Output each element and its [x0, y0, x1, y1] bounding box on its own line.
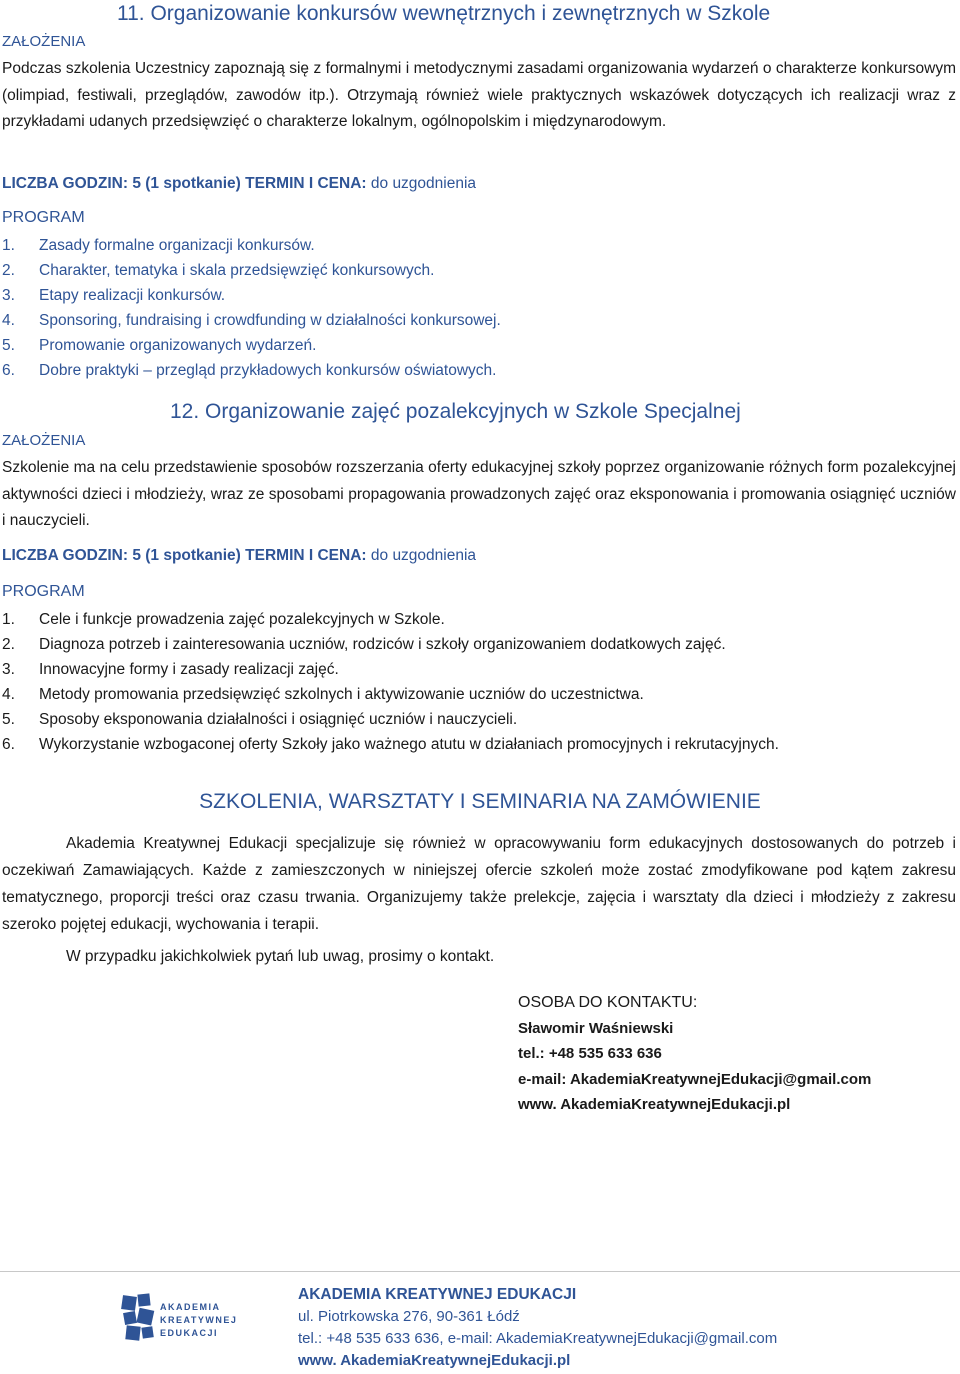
program-item: 5. Sposoby eksponowania działalności i osiągnięć uczniów i nauczycieli. [2, 711, 518, 728]
section-12-title: 12. Organizowanie zajęć pozalekcyjnych w Szkole Specjalnej [170, 400, 741, 423]
program-item: 1. Zasady formalne organizacji konkursów. [2, 237, 315, 254]
orders-paragraph: Akademia Kreatywnej Edukacji specjalizuje się również w opracowywaniu form edukacyjnych dostosowanych do potrzeb i oczekiwań Zamawiających. Każde z zamieszczonych w niniejszej ofercie szkoleń może zostać zmodyfikowane pod kątem zakresu tematycznego, proporcji treści oraz czasu trwania. Organizujemy także prelekcje, zajęcia i warsztaty dla dzieci i młodzieży z zakresu szeroko pojętej edukacji, wychowania i terapii. [2, 835, 956, 933]
program-item: 3. Etapy realizacji konkursów. [2, 287, 226, 304]
term-label: TERMIN I CENA: [245, 175, 367, 192]
section-11-program-label: PROGRAM [2, 209, 85, 226]
term-value: do uzgodnienia [370, 547, 477, 564]
footer-info [298, 1284, 777, 1372]
hours-value: 5 (1 spotkanie) [132, 175, 241, 192]
section-11-program-list [2, 233, 501, 383]
program-item: 2. Diagnoza potrzeb i zainteresowania uczniów, rodziców i szkoły organizowaniem dodatkowych zajęć. [2, 636, 726, 653]
program-item: 2. Charakter, tematyka i skala przedsięwzięć konkursowych. [2, 262, 435, 279]
footer-org: AKADEMIA KREATYWNEJ EDUKACJI [298, 1286, 577, 1303]
section-11-description: Podczas szkolenia Uczestnicy zapoznają się z formalnymi i metodycznymi zasadami organizowania wydarzeń o charakterze konkursowym (olimpiad, festiwali, przeglądów, zawodów itp.). Otrzymają również wiele praktycznych wskazówek dotyczących ich realizacji wraz z przykładami udanych przedsięwzięć o charakterze lokalnym, ogólnopolskim i międzynarodowym. [2, 60, 956, 130]
contact-name: Sławomir Waśniewski [518, 1019, 674, 1037]
contact-block [518, 990, 871, 1118]
contact-email[interactable]: e-mail: AkademiaKreatywnejEdukacji@gmail.com [518, 1070, 872, 1088]
program-item: 4. Metody promowania przedsięwzięć szkolnych i aktywizowanie uczniów do uczestnictwa. [2, 686, 644, 703]
section-11-title: 11. Organizowanie konkursów wewnętrznych i zewnętrznych w Szkole [117, 2, 771, 25]
section-12-assumptions-label: ZAŁOŻENIA [2, 432, 86, 449]
term-value: do uzgodnienia [370, 175, 477, 192]
section-12-program-label: PROGRAM [2, 583, 85, 600]
program-item: 4. Sponsoring, fundraising i crowdfunding w działalności konkursowej. [2, 312, 501, 329]
section-11-assumptions-label: ZAŁOŻENIA [2, 33, 86, 50]
footer-address: ul. Piotrkowska 276, 90-361 Łódź [298, 1308, 520, 1325]
academy-logo [118, 1290, 268, 1350]
program-item: 5. Promowanie organizowanych wydarzeń. [2, 337, 317, 354]
program-item: 6. Dobre praktyki – przegląd przykładowych konkursów oświatowych. [2, 362, 497, 379]
orders-title: SZKOLENIA, WARSZTATY I SEMINARIA NA ZAMÓWIENIE [199, 790, 761, 813]
logo-line-1: AKADEMIA [160, 1302, 221, 1312]
program-item: 1. Cele i funkcje prowadzenia zajęć pozalekcyjnych w Szkole. [2, 611, 445, 628]
section-12-program-list [2, 607, 779, 757]
footer-phone-email[interactable]: tel.: +48 535 633 636, e-mail: AkademiaKreatywnejEdukacji@gmail.com [298, 1330, 778, 1347]
orders-questions: W przypadku jakichkolwiek pytań lub uwag, prosimy o kontakt. [66, 948, 495, 965]
hours-value: 5 (1 spotkanie) [132, 547, 241, 564]
footer-divider [0, 1271, 960, 1272]
hours-label: LICZBA GODZIN: [2, 175, 128, 192]
footer-website[interactable]: www. AkademiaKreatywnejEdukacji.pl [298, 1352, 571, 1369]
section-12-description: Szkolenie ma na celu przedstawienie sposobów rozszerzania oferty edukacyjnej szkoły poprzez organizowanie różnych form pozalekcyjnej aktywności dzieci i młodzieży, wraz ze sposobami propagowania prowadzonych zajęć oraz eksponowania i promowania osiągnięć uczniów i nauczycieli. [2, 459, 956, 529]
contact-heading: OSOBA DO KONTAKTU: [518, 994, 698, 1011]
program-item: 6. Wykorzystanie wzbogaconej oferty Szkoły jako ważnego atutu w działaniach promocyjnych i rekrutacyjnych. [2, 736, 779, 753]
section-12-meta [2, 547, 476, 565]
program-item: 3. Innowacyjne formy i zasady realizacji zajęć. [2, 661, 339, 678]
section-11-meta [2, 175, 476, 193]
term-label: TERMIN I CENA: [245, 547, 367, 564]
contact-website[interactable]: www. AkademiaKreatywnejEdukacji.pl [518, 1096, 791, 1113]
contact-phone: tel.: +48 535 633 636 [518, 1045, 662, 1062]
logo-line-2: KREATYWNEJ [160, 1315, 238, 1325]
logo-line-3: EDUKACJI [160, 1328, 219, 1338]
hours-label: LICZBA GODZIN: [2, 547, 128, 564]
